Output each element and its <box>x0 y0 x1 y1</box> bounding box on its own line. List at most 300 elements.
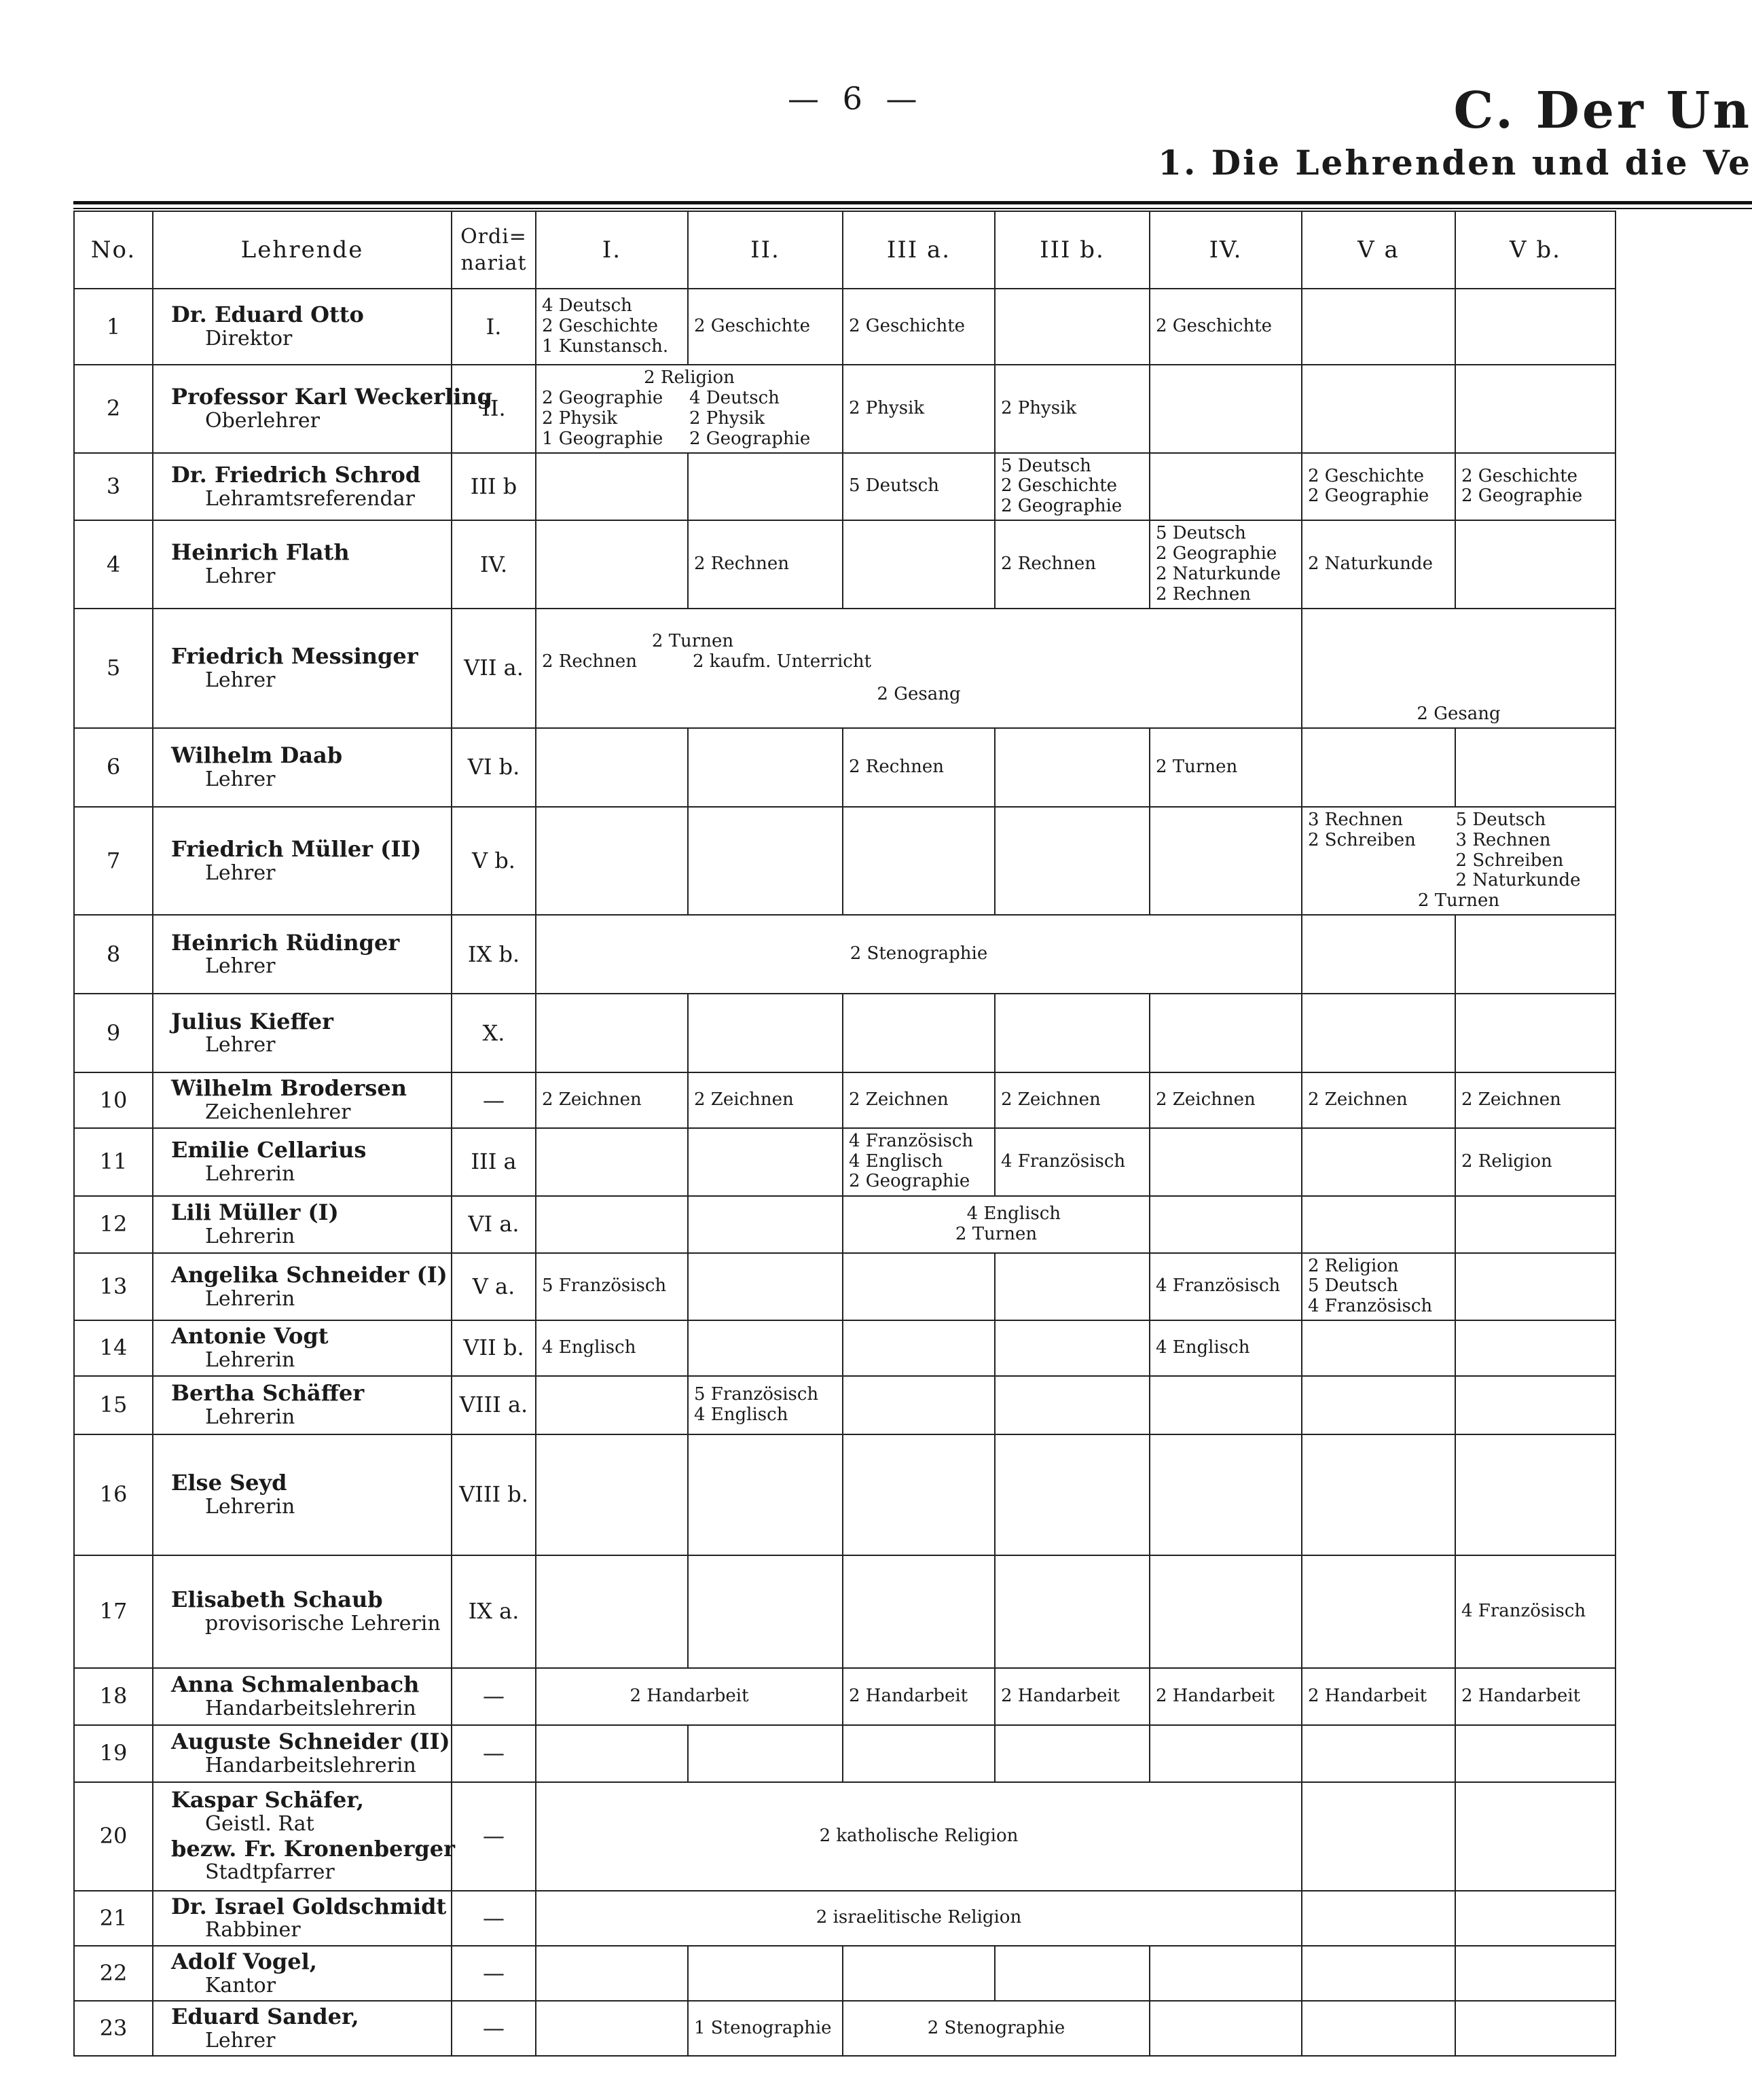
subject-cell <box>843 1376 995 1434</box>
subject-entry: 2 Geschichte <box>1308 465 1425 486</box>
table-row <box>74 1782 1616 1891</box>
teacher-role: Oberlehrer <box>205 408 320 433</box>
teacher-role: Lehrer <box>205 861 276 885</box>
teacher-role: Geistl. Rat <box>205 1812 314 1836</box>
subject-entry: 4 Französisch <box>1001 1151 1126 1172</box>
teacher-cell <box>153 1782 455 1891</box>
table-row <box>74 1128 1616 1196</box>
subject-entry: 1 Geographie <box>542 428 663 449</box>
teacher-role: provisorische Lehrerin <box>205 1611 441 1635</box>
subject-entry: 2 Rechnen <box>1156 583 1251 604</box>
subject-cell <box>1455 1891 1616 1946</box>
subject-cell <box>843 1668 995 1725</box>
subject-cell <box>995 289 1150 365</box>
teacher-name: Heinrich Rüdinger <box>171 929 400 956</box>
entries-II <box>693 652 871 672</box>
subject-cell <box>536 453 688 521</box>
subject-cell <box>1455 453 1616 521</box>
subject-entry: 4 Französisch <box>1308 1296 1433 1317</box>
subject-cell <box>1455 1668 1616 1725</box>
subject-cell <box>688 1434 843 1555</box>
entries-Vb <box>1456 810 1581 892</box>
subject-cell <box>1455 1946 1616 2001</box>
teacher-role: Lehrerin <box>205 1161 295 1186</box>
subject-cell <box>1150 2001 1302 2056</box>
subject-cell <box>536 289 688 365</box>
subject-entry: 2 Rechnen <box>1001 554 1096 575</box>
subject-entry: 2 Geographie <box>1001 496 1123 517</box>
teacher-cell <box>153 1376 452 1434</box>
subject-entry: 2 Gesang <box>1417 703 1501 724</box>
subject-cell <box>536 994 688 1072</box>
ordinariat-cell: — <box>452 1725 536 1782</box>
subject-entry: 4 Englisch <box>966 1203 1061 1224</box>
table-row <box>74 1434 1616 1555</box>
subject-cell <box>536 1555 688 1668</box>
header-teacher: Lehrende <box>153 211 452 289</box>
teacher-name: Angelika Schneider (I) <box>171 1261 448 1288</box>
section-subheading: 1. Die Lehrenden und die Ve <box>1158 143 1752 183</box>
subject-entry: 2 Geographie <box>542 387 663 408</box>
ordinariat-cell: II. <box>452 365 536 453</box>
subject-entry: 2 Geographie <box>849 1171 970 1192</box>
page-number: — 6 — <box>788 80 924 117</box>
subject-cell <box>1150 994 1302 1072</box>
subject-cell <box>995 1434 1150 1555</box>
subject-cell <box>688 807 843 915</box>
subject-cell <box>536 728 688 807</box>
subject-cell <box>1150 1376 1302 1434</box>
teacher-cell <box>153 1320 452 1375</box>
ordinariat-cell: VIII b. <box>452 1434 536 1555</box>
ordinariat-cell: — <box>452 1782 536 1891</box>
entries-I <box>542 652 693 672</box>
ordinariat-cell: IX b. <box>452 915 536 994</box>
row-number: 4 <box>74 520 153 609</box>
teacher-role: Handarbeitslehrerin <box>205 1753 416 1777</box>
header-row <box>74 211 1616 289</box>
subject-entry: 2 Stenographie <box>850 943 988 964</box>
table-row <box>74 609 1616 728</box>
subject-cell <box>843 728 995 807</box>
row-number: 12 <box>74 1196 153 1253</box>
subject-cell <box>688 1128 843 1196</box>
teacher-role: Rabbiner <box>205 1918 301 1942</box>
subject-entry: 2 Geographie <box>1156 543 1277 564</box>
subject-cell <box>1455 1253 1616 1321</box>
subject-cell <box>843 1946 995 2001</box>
teacher-name: Eduard Sander, <box>171 2004 359 2030</box>
row-number: 1 <box>74 289 153 365</box>
table-row <box>74 1668 1616 1725</box>
teacher-cell <box>153 1196 452 1253</box>
header-class-IIIa: III a. <box>843 211 995 289</box>
entries-II <box>689 388 810 450</box>
subject-cell <box>843 1320 995 1375</box>
subject-entry: 3 Rechnen <box>1308 809 1403 830</box>
subject-cell <box>688 1946 843 2001</box>
row-number: 5 <box>74 609 153 728</box>
subject-cell <box>536 1072 688 1127</box>
teacher-name: Anna Schmalenbach <box>171 1671 420 1697</box>
row-number: 19 <box>74 1725 153 1782</box>
subject-cell <box>1455 1782 1616 1891</box>
split-entries <box>542 388 837 450</box>
subject-cell <box>688 2001 843 2056</box>
subject-cell <box>995 1725 1150 1782</box>
subject-cell <box>995 1668 1150 1725</box>
subject-cell <box>1455 1320 1616 1375</box>
subject-entry: 1 Stenographie <box>694 2017 832 2038</box>
subject-entry: 2 Naturkunde <box>1308 554 1433 575</box>
subject-entry: 2 Handarbeit <box>1001 1685 1120 1706</box>
subject-cell <box>1302 915 1455 994</box>
teacher-cell <box>153 1725 452 1782</box>
ordinariat-cell: V a. <box>452 1253 536 1321</box>
teacher-name: Else Seyd <box>171 1469 287 1496</box>
subject-cell <box>843 1128 995 1196</box>
teacher-name: Julius Kieffer <box>171 1008 333 1034</box>
subject-cell <box>1455 2001 1616 2056</box>
subject-cell <box>1302 289 1455 365</box>
teacher-name: Lili Müller (I) <box>171 1199 339 1225</box>
subject-cell <box>843 1072 995 1127</box>
subject-entry: 2 Turnen <box>955 1223 1038 1244</box>
subject-cell <box>995 453 1150 521</box>
row-number: 21 <box>74 1891 153 1946</box>
subject-entry: 2 Physik <box>849 397 925 418</box>
shared-subject-cell <box>536 1782 1302 1891</box>
subject-cell <box>1455 520 1616 609</box>
subject-cell <box>1302 1782 1455 1891</box>
subject-entry: 2 Zeichnen <box>694 1089 794 1110</box>
subject-cell <box>843 289 995 365</box>
teacher-cell <box>153 1434 452 1555</box>
subject-cell <box>843 365 995 453</box>
teacher-role: Lehrerin <box>205 1494 295 1519</box>
subject-cell <box>688 994 843 1072</box>
row-number: 8 <box>74 915 153 994</box>
teacher-role: Lehrerin <box>205 1224 295 1248</box>
row-number: 9 <box>74 994 153 1072</box>
subject-cell <box>1302 1946 1455 2001</box>
ordinariat-cell: — <box>452 1072 536 1127</box>
teacher-name-alt: bezw. Fr. Kronenberger <box>171 1835 455 1862</box>
teacher-role: Lehramtsreferendar <box>205 486 415 511</box>
subject-entry: 4 Französisch <box>1156 1275 1281 1297</box>
subject-cell <box>1150 453 1302 521</box>
subject-entry: 2 Handarbeit <box>1156 1685 1275 1706</box>
teacher-name: Dr. Eduard Otto <box>171 302 364 328</box>
subject-entry: 2 Geschichte <box>1461 465 1578 486</box>
subject-cell <box>1302 1434 1455 1555</box>
subject-entry: 2 Naturkunde <box>1156 564 1281 585</box>
subject-cell <box>688 728 843 807</box>
subject-entry: 2 Geschichte <box>1001 475 1118 496</box>
subject-cell <box>536 1434 688 1555</box>
row-number: 13 <box>74 1253 153 1321</box>
subject-entry: 2 Schreiben <box>1455 850 1564 871</box>
header-class-IIIb: III b. <box>995 211 1150 289</box>
table-row <box>74 1555 1616 1668</box>
teacher-cell <box>153 1555 452 1668</box>
row-number: 6 <box>74 728 153 807</box>
subject-cell <box>1150 1434 1302 1555</box>
teacher-cell <box>153 994 452 1072</box>
table-row <box>74 1253 1616 1321</box>
teacher-role: Lehrer <box>205 2028 276 2052</box>
shared-subject-cell <box>536 1668 843 1725</box>
row-number: 10 <box>74 1072 153 1127</box>
shared-subject-cell <box>536 609 1302 728</box>
ordinariat-cell: — <box>452 2001 536 2056</box>
table-row <box>74 520 1616 609</box>
teacher-role: Lehrerin <box>205 1405 295 1429</box>
subject-entry: 5 Deutsch <box>1455 809 1546 830</box>
subject-cell <box>1150 1668 1302 1725</box>
ordinariat-cell: — <box>452 1891 536 1946</box>
shared-subject-cell <box>1302 807 1616 915</box>
teacher-name: Kaspar Schäfer, <box>171 1787 365 1813</box>
subject-cell <box>995 1320 1150 1375</box>
shared-subject-cell <box>843 1196 1150 1253</box>
subject-entry: 2 Rechnen <box>542 651 637 672</box>
subject-entry: 2 Schreiben <box>1308 829 1416 850</box>
split-entries <box>1308 810 1609 892</box>
header-no: No. <box>74 211 153 289</box>
subject-entry: 4 Englisch <box>1156 1337 1250 1358</box>
subject-entry: 4 Englisch <box>849 1151 943 1172</box>
subject-cell <box>995 994 1150 1072</box>
subject-entry: 2 Rechnen <box>694 554 789 575</box>
subject-cell <box>843 453 995 521</box>
teacher-cell <box>153 609 452 728</box>
ordinariat-cell: V b. <box>452 807 536 915</box>
subject-cell <box>1150 520 1302 609</box>
subject-cell <box>688 289 843 365</box>
teacher-cell <box>153 1128 452 1196</box>
subject-cell <box>1302 994 1455 1072</box>
teacher-assignment-table <box>73 211 1616 2057</box>
subject-cell <box>1150 1725 1302 1782</box>
subject-cell <box>536 1725 688 1782</box>
subject-cell <box>1455 1555 1616 1668</box>
subject-cell <box>688 1725 843 1782</box>
subject-entry: 2 Zeichnen <box>542 1089 642 1110</box>
row-number: 3 <box>74 453 153 521</box>
table-row <box>74 1196 1616 1253</box>
subject-cell <box>536 1253 688 1321</box>
subject-cell <box>536 1128 688 1196</box>
teacher-cell <box>153 289 452 365</box>
subject-entry: 4 Französisch <box>1461 1600 1586 1621</box>
ordinariat-cell: — <box>452 1668 536 1725</box>
subject-entry: 5 Deutsch <box>1001 455 1091 476</box>
header-ordinariat: Ordi= nariat <box>452 211 536 289</box>
subject-cell <box>1150 1946 1302 2001</box>
subject-cell <box>1150 807 1302 915</box>
subject-entry: 2 Geographie <box>1308 486 1429 507</box>
subject-entry: 2 Religion <box>644 367 735 388</box>
subject-entry: 2 Physik <box>689 408 765 429</box>
subject-cell <box>843 1555 995 1668</box>
subject-cell <box>1302 1128 1455 1196</box>
subject-cell <box>843 807 995 915</box>
subject-cell <box>536 520 688 609</box>
subject-cell <box>1150 365 1302 453</box>
subject-entry: 2 Zeichnen <box>1156 1089 1256 1110</box>
table-row <box>74 1891 1616 1946</box>
subject-cell <box>1150 1320 1302 1375</box>
subject-cell <box>688 1376 843 1434</box>
table-row <box>74 1320 1616 1375</box>
subject-cell <box>688 453 843 521</box>
subject-entry: 4 Deutsch <box>542 295 632 316</box>
subject-cell <box>1302 453 1455 521</box>
teacher-name: Emilie Cellarius <box>171 1136 367 1163</box>
teacher-role: Lehrer <box>205 564 276 589</box>
teacher-role: Zeichenlehrer <box>205 1100 351 1125</box>
subject-entry: 2 Religion <box>1461 1151 1552 1172</box>
subject-cell <box>1302 2001 1455 2056</box>
subject-entry: 5 Französisch <box>542 1275 667 1297</box>
subject-entry: 2 Zeichnen <box>1308 1089 1408 1110</box>
subject-entry: 4 Englisch <box>694 1404 788 1425</box>
teacher-role: Direktor <box>205 327 293 351</box>
header-class-IV: IV. <box>1150 211 1302 289</box>
subject-cell <box>536 1376 688 1434</box>
subject-cell <box>995 1128 1150 1196</box>
table-row <box>74 1376 1616 1434</box>
table-row <box>74 365 1616 453</box>
subject-entry: 2 kaufm. Unterricht <box>693 651 872 672</box>
ordinariat-cell: VII b. <box>452 1320 536 1375</box>
teacher-cell <box>153 1668 452 1725</box>
double-rule-top <box>73 201 1752 204</box>
row-number: 18 <box>74 1668 153 1725</box>
subject-cell <box>1455 1128 1616 1196</box>
row-number: 16 <box>74 1434 153 1555</box>
subject-entry: 2 Geographie <box>1461 486 1583 507</box>
row-number: 11 <box>74 1128 153 1196</box>
subject-cell <box>1302 1555 1455 1668</box>
subject-cell <box>843 994 995 1072</box>
table-row <box>74 1725 1616 1782</box>
subject-entry: 2 Stenographie <box>927 2017 1065 2038</box>
subject-cell <box>1150 1253 1302 1321</box>
table-row <box>74 728 1616 807</box>
teacher-name: Antonie Vogt <box>171 1323 329 1350</box>
row-number: 15 <box>74 1376 153 1434</box>
teacher-name: Heinrich Flath <box>171 539 350 566</box>
header-class-II: II. <box>688 211 843 289</box>
teacher-cell <box>153 2001 452 2056</box>
row-number: 20 <box>74 1782 153 1891</box>
teacher-name: Wilhelm Brodersen <box>171 1075 407 1102</box>
table-row <box>74 1072 1616 1127</box>
subject-entry: 2 Naturkunde <box>1455 870 1581 891</box>
ordinariat-cell: IX a. <box>452 1555 536 1668</box>
subject-cell <box>1455 289 1616 365</box>
subject-cell <box>1302 1196 1455 1253</box>
subject-entry: 4 Französisch <box>849 1130 974 1151</box>
double-rule-bottom <box>73 208 1752 209</box>
teacher-role: Lehrer <box>205 668 276 692</box>
subject-entry: 2 Gesang <box>877 683 961 704</box>
subject-cell <box>1302 1376 1455 1434</box>
ordinariat-cell: III b <box>452 453 536 521</box>
teacher-role-alt: Stadtpfarrer <box>205 1860 335 1885</box>
teacher-role: Lehrer <box>205 1033 276 1057</box>
subject-cell <box>688 1253 843 1321</box>
subject-cell <box>1150 1128 1302 1196</box>
table-row <box>74 994 1616 1072</box>
ordinariat-cell: IV. <box>452 520 536 609</box>
subject-cell <box>995 1376 1150 1434</box>
subject-entry: 2 Turnen <box>1156 756 1238 777</box>
subject-cell <box>1455 1072 1616 1127</box>
subject-entry: 4 Deutsch <box>689 387 780 408</box>
subject-cell <box>995 1253 1150 1321</box>
teacher-name: Dr. Friedrich Schrod <box>171 461 421 488</box>
ordinariat-cell: VI a. <box>452 1196 536 1253</box>
teacher-name: Dr. Israel Goldschmidt <box>171 1893 447 1919</box>
table-row <box>74 289 1616 365</box>
subject-cell <box>1455 365 1616 453</box>
table-row <box>74 453 1616 521</box>
subject-cell <box>1302 520 1455 609</box>
subject-cell <box>688 1320 843 1375</box>
teacher-name: Friedrich Messinger <box>171 643 418 670</box>
row-number: 23 <box>74 2001 153 2056</box>
row-number: 7 <box>74 807 153 915</box>
teacher-cell <box>153 807 452 915</box>
header-class-I: I. <box>536 211 688 289</box>
teacher-cell <box>153 1946 452 2001</box>
subject-cell <box>995 520 1150 609</box>
subject-entry: 2 Turnen <box>651 630 734 651</box>
row-number: 17 <box>74 1555 153 1668</box>
table-row <box>74 807 1616 915</box>
subject-cell <box>995 807 1150 915</box>
table-row <box>74 915 1616 994</box>
subject-cell <box>1455 915 1616 994</box>
subject-cell <box>1150 289 1302 365</box>
subject-cell <box>536 1196 688 1253</box>
subject-cell <box>1455 1725 1616 1782</box>
subject-cell <box>1302 365 1455 453</box>
ordinariat-cell: I. <box>452 289 536 365</box>
subject-entry: 5 Französisch <box>694 1383 819 1405</box>
subject-entry: 2 Physik <box>1001 397 1077 418</box>
subject-entry: 2 Religion <box>1308 1255 1399 1276</box>
section-heading: C. Der Un <box>1453 82 1752 140</box>
ordinariat-cell: VI b. <box>452 728 536 807</box>
teacher-role: Lehrerin <box>205 1286 295 1311</box>
subject-entry: 2 Handarbeit <box>1308 1685 1427 1706</box>
subject-cell <box>688 1555 843 1668</box>
teacher-name: Professor Karl Weckerling <box>171 384 492 410</box>
subject-cell <box>1302 1253 1455 1321</box>
teacher-cell <box>153 1253 452 1321</box>
subject-entry: 5 Deutsch <box>1308 1275 1398 1297</box>
teacher-name: Wilhelm Daab <box>171 742 343 769</box>
subject-cell <box>688 1072 843 1127</box>
row-number: 22 <box>74 1946 153 2001</box>
subject-cell <box>536 807 688 915</box>
teacher-cell <box>153 1891 452 1946</box>
subject-cell <box>1302 728 1455 807</box>
